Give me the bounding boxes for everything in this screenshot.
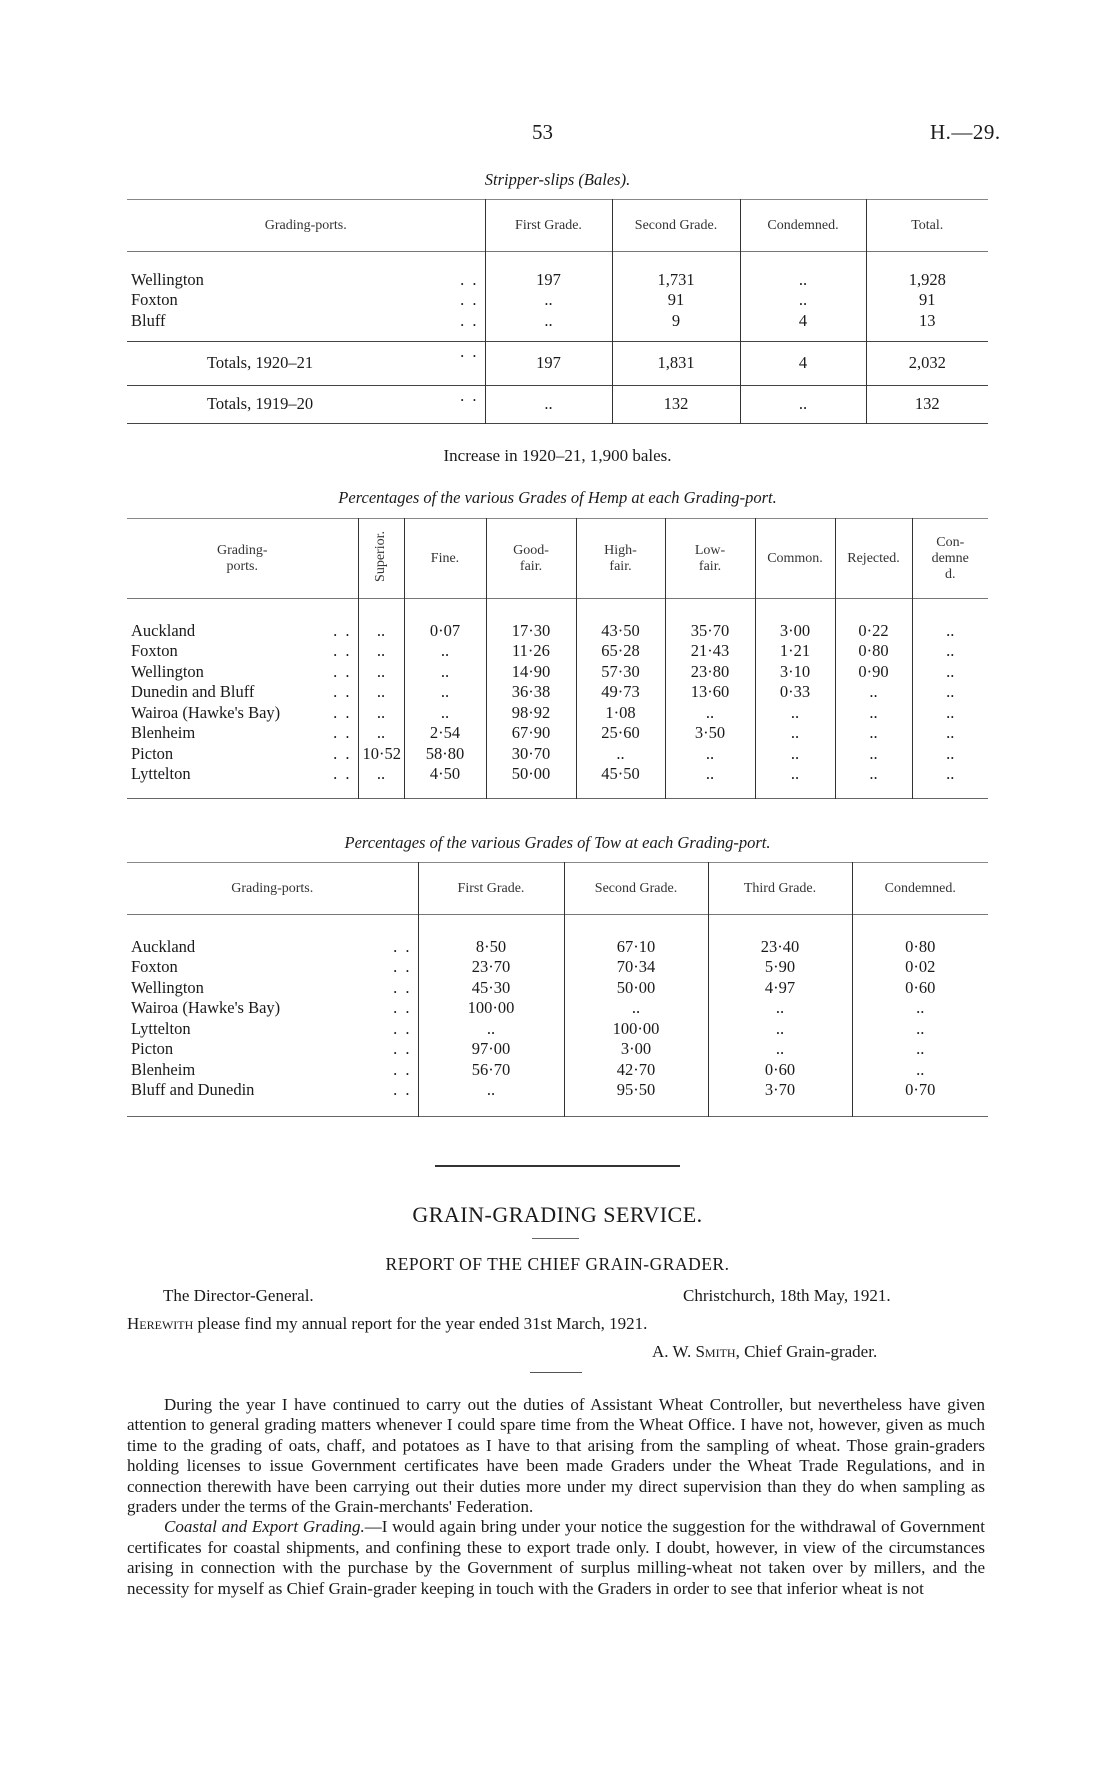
value-cell: ..	[404, 703, 486, 724]
value-cell: ..	[358, 662, 404, 683]
value-cell: ..	[564, 998, 708, 1019]
value-cell: 97·00	[418, 1039, 564, 1060]
value-cell: 98·92	[486, 703, 576, 724]
port-name: Blenheim	[131, 723, 196, 742]
value-cell: ..	[665, 703, 755, 724]
dot-leader: . .	[389, 937, 411, 958]
value-cell: 49·73	[576, 682, 665, 703]
dot-leader: . .	[329, 641, 351, 662]
value-cell: 3·10	[755, 662, 835, 683]
value-cell: 23·70	[418, 957, 564, 978]
value-cell: 91	[866, 290, 988, 311]
value-cell: 0·70	[852, 1080, 988, 1101]
value-cell: 100·00	[564, 1019, 708, 1040]
port-name: Foxton	[131, 290, 178, 309]
addressee: The Director-General.	[163, 1286, 314, 1305]
value-cell: 0·60	[708, 1060, 852, 1081]
value-cell: 100·00	[418, 998, 564, 1019]
table-row	[127, 341, 988, 385]
column-header-label: Second Grade.	[594, 880, 678, 896]
column-header	[852, 863, 988, 915]
tow-table-title: Percentages of the various Grades of Tow at each Grading-port.	[344, 833, 771, 852]
value-cell: ..	[755, 703, 835, 724]
port-cell	[127, 1019, 418, 1040]
value-cell: ..	[665, 744, 755, 765]
dot-leader: . .	[329, 621, 351, 642]
port-cell	[127, 662, 358, 683]
value-cell: 50·00	[564, 978, 708, 999]
port-name: Foxton	[131, 641, 178, 660]
document-reference: H.—29.	[930, 120, 1001, 144]
value-cell: 0·90	[835, 662, 912, 683]
dot-leader: . .	[389, 1080, 411, 1101]
value-cell: ..	[912, 764, 988, 785]
column-header	[127, 519, 358, 599]
value-cell: 67·10	[564, 937, 708, 958]
column-header	[127, 200, 485, 252]
value-cell: 23·80	[665, 662, 755, 683]
port-cell	[127, 978, 418, 999]
port-name: Bluff	[131, 310, 166, 330]
dot-leader: . .	[456, 270, 478, 291]
column-header-label: Good- fair.	[513, 542, 549, 574]
value-cell: ..	[485, 385, 612, 423]
value-cell: 3·70	[708, 1080, 852, 1101]
table-row	[127, 1080, 988, 1101]
table-row	[127, 621, 988, 642]
value-cell: ..	[404, 662, 486, 683]
column-header-label: Condemned.	[767, 217, 839, 233]
value-cell: 0·80	[852, 937, 988, 958]
value-cell: 2·54	[404, 723, 486, 744]
dot-leader: . .	[329, 703, 351, 724]
port-cell	[127, 641, 358, 662]
value-cell: 0·02	[852, 957, 988, 978]
value-cell: 132	[612, 385, 740, 423]
dot-leader: . .	[389, 1060, 411, 1081]
column-header-label: Grading-ports.	[231, 880, 314, 896]
value-cell: ..	[358, 682, 404, 703]
value-cell: 17·30	[486, 621, 576, 642]
dot-leader: . .	[389, 1019, 411, 1040]
value-cell: ..	[835, 764, 912, 785]
port-name: Wairoa (Hawke's Bay)	[131, 702, 281, 722]
column-header	[127, 863, 418, 915]
paragraph-2-text: —I would again bring under your notice the suggestion for the withdrawal of Government certificates for coastal shipments, and confining these to export trade only. I doubt, however, in view of the circumstances arising in connection with the purchase by the Government of surplus milling-wheat not taken over by millers, and the necessity for myself as Chief Grain-grader keeping in touch with the Graders in order to see that inferior wheat is not	[127, 1517, 985, 1598]
value-cell: 13	[866, 311, 988, 332]
value-cell: ..	[912, 662, 988, 683]
column-header	[612, 200, 740, 252]
value-cell: 95·50	[564, 1080, 708, 1101]
column-header	[866, 200, 988, 252]
port-name: Picton	[131, 743, 174, 763]
column-header-label: Total.	[911, 217, 944, 233]
port-cell	[127, 270, 485, 291]
column-header	[912, 519, 988, 599]
header-row	[127, 200, 988, 252]
opening-word: Herewith	[127, 1314, 194, 1333]
port-name: Wellington	[131, 269, 204, 289]
value-cell: 58·80	[404, 744, 486, 765]
value-cell: 197	[485, 270, 612, 291]
value-cell: 30·70	[486, 744, 576, 765]
stripper-slips-table	[127, 199, 988, 424]
value-cell: 0·22	[835, 621, 912, 642]
port-cell	[127, 682, 358, 703]
table-row	[127, 978, 988, 999]
value-cell: ..	[740, 385, 866, 423]
column-header-label: Fine.	[430, 550, 460, 566]
port-cell	[127, 937, 418, 958]
table-row	[127, 744, 988, 765]
column-header	[755, 519, 835, 599]
column-header	[486, 519, 576, 599]
signature-name: Smith	[695, 1342, 736, 1361]
value-cell: ..	[485, 311, 612, 332]
title-divider	[532, 1238, 579, 1239]
port-name: Blenheim	[131, 1059, 196, 1079]
hemp-grades-table	[127, 518, 988, 799]
value-cell: ..	[358, 723, 404, 744]
column-header-label: Rejected.	[847, 550, 900, 566]
value-cell: 4·50	[404, 764, 486, 785]
value-cell: ..	[358, 621, 404, 642]
stripper-increase-note: Increase in 1920–21, 1,900 bales.	[443, 446, 672, 465]
table-row	[127, 937, 988, 958]
value-cell: 1,831	[612, 341, 740, 385]
value-cell: 91	[612, 290, 740, 311]
section-title: GRAIN-GRADING SERVICE.	[412, 1202, 703, 1227]
port-cell	[127, 341, 485, 385]
place-date: Christchurch, 18th May, 1921.	[683, 1286, 891, 1305]
column-header-label: Grading-ports.	[264, 217, 347, 233]
value-cell: ..	[404, 682, 486, 703]
dot-leader: . .	[456, 290, 478, 311]
value-cell: 21·43	[665, 641, 755, 662]
port-cell	[127, 723, 358, 744]
paragraph-2-heading: Coastal and Export Grading.	[164, 1517, 365, 1537]
port-cell	[127, 1039, 418, 1060]
header-row	[127, 519, 988, 599]
dot-leader: . .	[456, 342, 478, 363]
port-name: Lyttelton	[131, 764, 191, 783]
column-header	[708, 863, 852, 915]
value-cell: ..	[576, 744, 665, 765]
port-cell	[127, 385, 485, 423]
value-cell: ..	[852, 1039, 988, 1060]
column-header-label: Con- demned.	[931, 534, 969, 582]
value-cell: 3·00	[755, 621, 835, 642]
column-header	[576, 519, 665, 599]
value-cell: ..	[708, 1039, 852, 1060]
value-cell: 50·00	[486, 764, 576, 785]
column-header-label: Third Grade.	[743, 880, 817, 896]
value-cell: 35·70	[665, 621, 755, 642]
value-cell: ..	[835, 723, 912, 744]
value-cell: ..	[912, 703, 988, 724]
port-cell	[127, 1080, 418, 1101]
dot-leader: . .	[456, 386, 478, 407]
value-cell: ..	[485, 290, 612, 311]
value-cell: ..	[665, 764, 755, 785]
value-cell: 67·90	[486, 723, 576, 744]
port-name: Totals, 1920–21	[207, 352, 314, 372]
port-name: Wairoa (Hawke's Bay)	[131, 998, 281, 1017]
port-name: Lyttelton	[131, 1018, 191, 1038]
column-header-label: First Grade.	[457, 880, 525, 896]
value-cell: 23·40	[708, 937, 852, 958]
value-cell: ..	[835, 744, 912, 765]
port-name: Auckland	[131, 936, 196, 956]
value-cell: 1,731	[612, 270, 740, 291]
port-name: Wellington	[131, 977, 204, 997]
page-number: 53	[532, 120, 553, 144]
dot-leader: . .	[389, 1039, 411, 1060]
value-cell: 1,928	[866, 270, 988, 291]
port-cell	[127, 764, 358, 785]
value-cell: 3·00	[564, 1039, 708, 1060]
value-cell: ..	[708, 998, 852, 1019]
value-cell: ..	[852, 998, 988, 1019]
value-cell: ..	[835, 703, 912, 724]
column-header-label: First Grade.	[515, 217, 582, 233]
value-cell: ..	[358, 703, 404, 724]
dot-leader: . .	[389, 978, 411, 999]
column-header-label: Common.	[767, 550, 823, 566]
column-header-label: High- fair.	[604, 542, 637, 574]
value-cell: ..	[358, 641, 404, 662]
table-row	[127, 385, 988, 423]
value-cell: ..	[755, 723, 835, 744]
signature	[652, 1342, 877, 1362]
value-cell: 5·90	[708, 957, 852, 978]
paragraph-2	[127, 1517, 985, 1599]
hemp-table-title: Percentages of the various Grades of Hemp at each Grading-port.	[338, 488, 777, 507]
column-header	[835, 519, 912, 599]
value-cell: ..	[740, 290, 866, 311]
column-header	[485, 200, 612, 252]
port-cell	[127, 290, 485, 311]
value-cell: 132	[866, 385, 988, 423]
value-cell: 0·07	[404, 621, 486, 642]
value-cell: 45·50	[576, 764, 665, 785]
dot-leader: . .	[329, 662, 351, 683]
value-cell: 11·26	[486, 641, 576, 662]
opening-text: please find my annual report for the year ended 31st March, 1921.	[193, 1314, 648, 1333]
column-header	[740, 200, 866, 252]
table-row	[127, 290, 988, 311]
table-row	[127, 641, 988, 662]
signature-initials: A. W.	[652, 1342, 696, 1361]
value-cell: ..	[912, 744, 988, 765]
value-cell: 4·97	[708, 978, 852, 999]
report-body	[127, 1395, 985, 1599]
value-cell: ..	[418, 1080, 564, 1101]
table-row	[127, 723, 988, 744]
value-cell: 0·80	[835, 641, 912, 662]
table-row	[127, 1019, 988, 1040]
value-cell: ..	[852, 1060, 988, 1081]
table-row	[127, 957, 988, 978]
value-cell: 8·50	[418, 937, 564, 958]
value-cell: ..	[852, 1019, 988, 1040]
dot-leader: . .	[389, 998, 411, 1019]
value-cell: ..	[755, 764, 835, 785]
dot-leader: . .	[329, 682, 351, 703]
port-cell	[127, 1060, 418, 1081]
stripper-table-title: Stripper-slips (Bales).	[484, 170, 631, 189]
report-subtitle: REPORT OF THE CHIEF GRAIN-GRADER.	[385, 1254, 730, 1274]
value-cell: ..	[912, 723, 988, 744]
table-row	[127, 662, 988, 683]
dot-leader: . .	[456, 311, 478, 332]
table-row	[127, 311, 988, 332]
value-cell: ..	[418, 1019, 564, 1040]
signature-title: , Chief Grain-grader.	[735, 1342, 878, 1361]
column-header-label: Low- fair.	[694, 542, 726, 574]
value-cell: ..	[912, 682, 988, 703]
port-name: Dunedin and Bluff	[131, 682, 255, 701]
value-cell: ..	[708, 1019, 852, 1040]
port-cell	[127, 311, 485, 332]
port-cell	[127, 621, 358, 642]
value-cell: 36·38	[486, 682, 576, 703]
value-cell: ..	[740, 270, 866, 291]
column-header	[418, 863, 564, 915]
value-cell: ..	[404, 641, 486, 662]
dot-leader: . .	[329, 744, 351, 765]
value-cell: 0·33	[755, 682, 835, 703]
value-cell: 45·30	[418, 978, 564, 999]
value-cell: 0·60	[852, 978, 988, 999]
dot-leader: . .	[389, 957, 411, 978]
value-cell: 9	[612, 311, 740, 332]
port-name: Wellington	[131, 661, 204, 681]
port-name: Picton	[131, 1039, 174, 1058]
port-cell	[127, 957, 418, 978]
column-header	[404, 519, 486, 599]
value-cell: 42·70	[564, 1060, 708, 1081]
dot-leader: . .	[329, 723, 351, 744]
value-cell: 4	[740, 311, 866, 332]
table-row	[127, 682, 988, 703]
value-cell: 14·90	[486, 662, 576, 683]
column-header-label: Condemned.	[884, 880, 956, 896]
dot-leader: . .	[329, 764, 351, 785]
column-header-label: Superior.	[373, 530, 388, 582]
value-cell: ..	[358, 764, 404, 785]
column-header	[564, 863, 708, 915]
port-cell	[127, 998, 418, 1019]
opening-line	[127, 1314, 647, 1334]
port-name: Totals, 1919–20	[207, 393, 314, 413]
port-name: Bluff and Dunedin	[131, 1080, 255, 1099]
value-cell: 3·50	[665, 723, 755, 744]
value-cell: ..	[755, 744, 835, 765]
column-header	[665, 519, 755, 599]
table-row	[127, 764, 988, 785]
column-header-label: Second Grade.	[634, 217, 718, 233]
tow-grades-table	[127, 862, 988, 1117]
port-cell	[127, 744, 358, 765]
table-row	[127, 1039, 988, 1060]
column-header	[358, 519, 404, 599]
column-header-label: Grading- ports.	[216, 542, 268, 574]
table-row	[127, 270, 988, 291]
port-cell	[127, 703, 358, 724]
value-cell: 25·60	[576, 723, 665, 744]
value-cell: 10·52	[358, 744, 404, 765]
value-cell: 2,032	[866, 341, 988, 385]
value-cell: 70·34	[564, 957, 708, 978]
signature-divider	[530, 1372, 582, 1373]
table-row	[127, 1060, 988, 1081]
value-cell: ..	[835, 682, 912, 703]
header-row	[127, 863, 988, 915]
value-cell: 57·30	[576, 662, 665, 683]
value-cell: 4	[740, 341, 866, 385]
value-cell: 43·50	[576, 621, 665, 642]
value-cell: 56·70	[418, 1060, 564, 1081]
value-cell: ..	[912, 621, 988, 642]
section-divider	[435, 1165, 680, 1167]
value-cell: 1·21	[755, 641, 835, 662]
value-cell: 65·28	[576, 641, 665, 662]
value-cell: 1·08	[576, 703, 665, 724]
table-row	[127, 703, 988, 724]
paragraph-1: During the year I have continued to carry out the duties of Assistant Wheat Controller, but nevertheless have given attention to general grading matters whenever I could spare time from the Wheat Office. I have not, however, given as much time to the grading of oats, chaff, and potatoes as I have to that arising from the sampling of wheat. Those grain-graders holding licenses to issue Government certificates have been made Graders under the Wheat Trade Regulations, and in connection therewith have been carrying out their duties more under my direct supervision than they do when sampling as graders under the terms of the Grain-merchants' Federation.	[127, 1395, 985, 1517]
value-cell: 13·60	[665, 682, 755, 703]
value-cell: 197	[485, 341, 612, 385]
port-name: Foxton	[131, 957, 178, 976]
table-row	[127, 998, 988, 1019]
port-name: Auckland	[131, 620, 196, 640]
value-cell: ..	[912, 641, 988, 662]
